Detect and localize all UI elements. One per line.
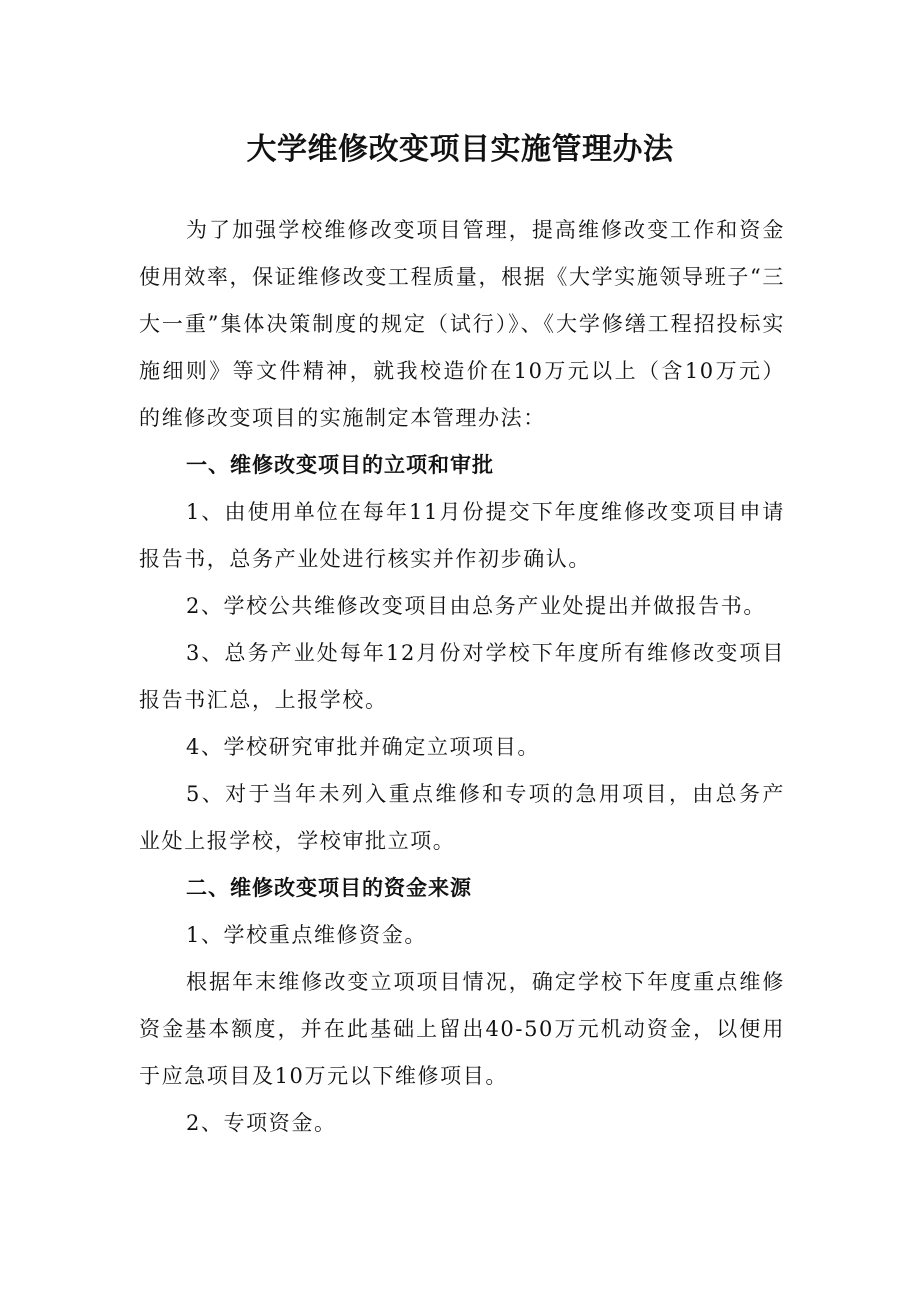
section-1-heading: 一、维修改变项目的立项和审批 (186, 453, 494, 477)
section-1-item-4: 4、学校研究审批并确定立项项目。 (186, 735, 540, 759)
section-2-paragraph: 根据年末维修改变立项项目情况，确定学校下年度重点维修资金基本额度，并在此基础上留出40-50万元机动资金，以便用于应急项目及10万元以下维修项目。 (139, 970, 785, 1088)
section-1-item-3: 3、总务产业处每年12月份对学校下年度所有维修改变项目报告书汇总，上报学校。 (139, 641, 785, 712)
section-2-item-2: 2、专项资金。 (186, 1111, 337, 1135)
section-1-item-1: 1、由使用单位在每年11月份提交下年度维修改变项目申请报告书，总务产业处进行核实并作初步确认。 (139, 500, 785, 571)
intro-paragraph: 为了加强学校维修改变项目管理，提高维修改变工作和资金使用效率，保证维修改变工程质量，根据《大学实施领导班子“三大一重”集体决策制度的规定（试行）》、《大学修缮工程招投标实施细则》等文件精神，就我校造价在10万元以上（含10万元）的维修改变项目的实施制定本管理办法： (139, 218, 785, 430)
document-body (139, 207, 785, 1147)
section-2-heading: 二、维修改变项目的资金来源 (186, 876, 472, 900)
section-1-item-2: 2、学校公共维修改变项目由总务产业处提出并做报告书。 (186, 594, 766, 618)
section-2-item-1: 1、学校重点维修资金。 (186, 923, 427, 947)
section-1-item-5: 5、对于当年未列入重点维修和专项的急用项目，由总务产业处上报学校，学校审批立项。 (139, 782, 785, 853)
document-title: 大学维修改变项目实施管理办法 (246, 132, 674, 167)
